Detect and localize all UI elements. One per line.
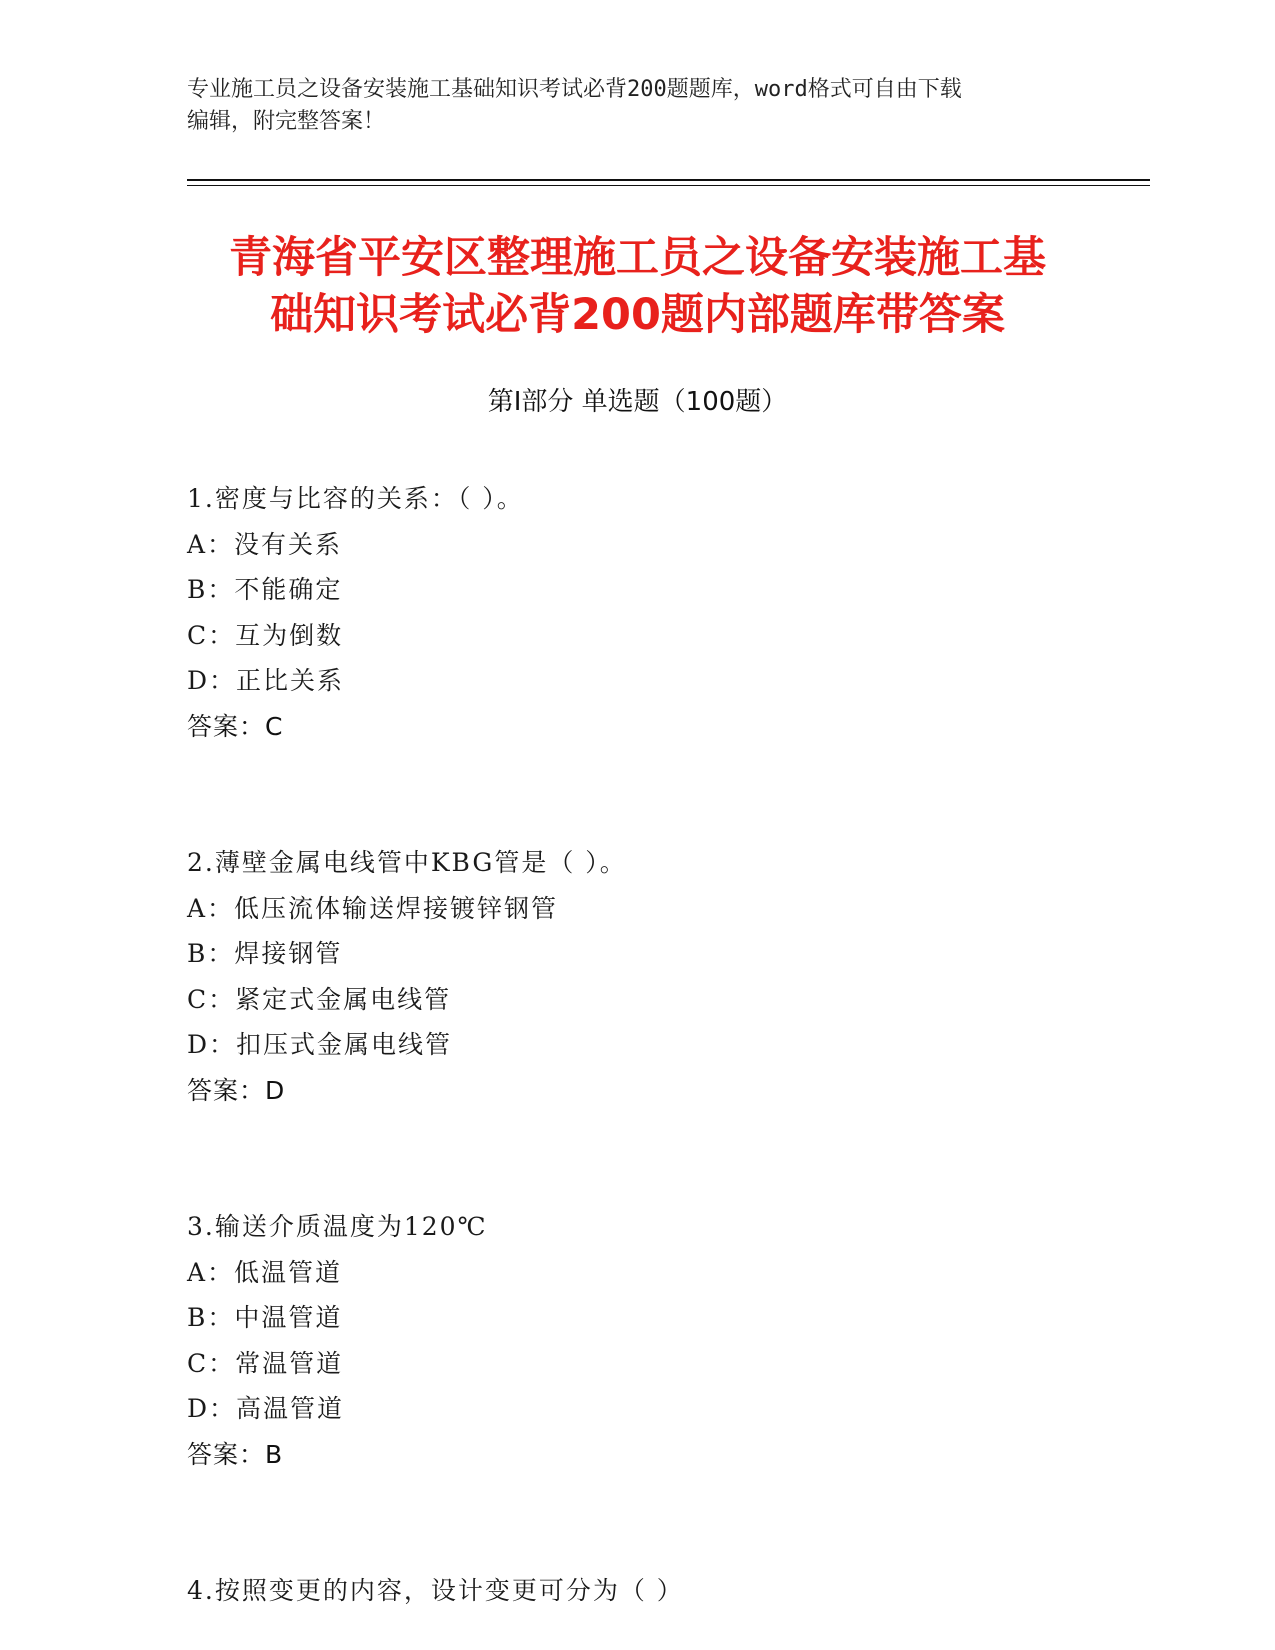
section-title: 第Ⅰ部分 单选题（100题）	[487, 387, 788, 417]
question-stem: 4.按照变更的内容，设计变更可分为（ ）	[187, 1576, 684, 1605]
option-c: C：紧定式金属电线管	[187, 984, 452, 1014]
answer: 答案：D	[187, 1075, 286, 1105]
option-d: D：高温管道	[187, 1394, 345, 1423]
header-divider-thin	[187, 185, 1150, 186]
option-b: B：焊接钢管	[187, 939, 343, 968]
question-stem: 3.输送介质温度为120℃	[187, 1212, 488, 1241]
question-stem: 1.密度与比容的关系：（ ）。	[187, 484, 524, 513]
header-divider-thick	[187, 179, 1150, 181]
question-3	[187, 1204, 1137, 1477]
option-b: B：不能确定	[187, 575, 343, 604]
question-4	[187, 1568, 1137, 1614]
option-c: C：互为倒数	[187, 620, 344, 650]
question-stem: 2.薄壁金属电线管中KBG管是（ ）。	[187, 848, 627, 877]
question-2	[187, 840, 1137, 1113]
option-d: D：扣压式金属电线管	[187, 1030, 453, 1059]
option-a: A：低温管道	[187, 1257, 343, 1287]
answer: 答案：C	[187, 711, 284, 741]
question-spacer	[187, 1477, 1137, 1568]
option-b: B：中温管道	[187, 1303, 343, 1332]
option-c: C：常温管道	[187, 1348, 344, 1378]
option-d: D：正比关系	[187, 666, 345, 695]
question-spacer	[187, 749, 1137, 840]
option-a: A：没有关系	[187, 529, 343, 559]
document-title-line-2: 础知识考试必背200题内部题库带答案	[270, 290, 1005, 340]
question-list	[187, 476, 1137, 1614]
answer: 答案：B	[187, 1439, 284, 1469]
document-title	[140, 230, 1135, 344]
header-note-line-1: 专业施工员之设备安装施工基础知识考试必背200题题库，word格式可自由下载	[187, 77, 962, 102]
question-1	[187, 476, 1137, 749]
option-a: A：低压流体输送焊接镀锌钢管	[187, 893, 559, 923]
header-note	[187, 74, 1067, 138]
header-note-line-2: 编辑，附完整答案！	[187, 109, 386, 134]
question-spacer	[187, 1113, 1137, 1204]
document-title-line-1: 青海省平安区整理施工员之设备安装施工基	[229, 233, 1046, 283]
